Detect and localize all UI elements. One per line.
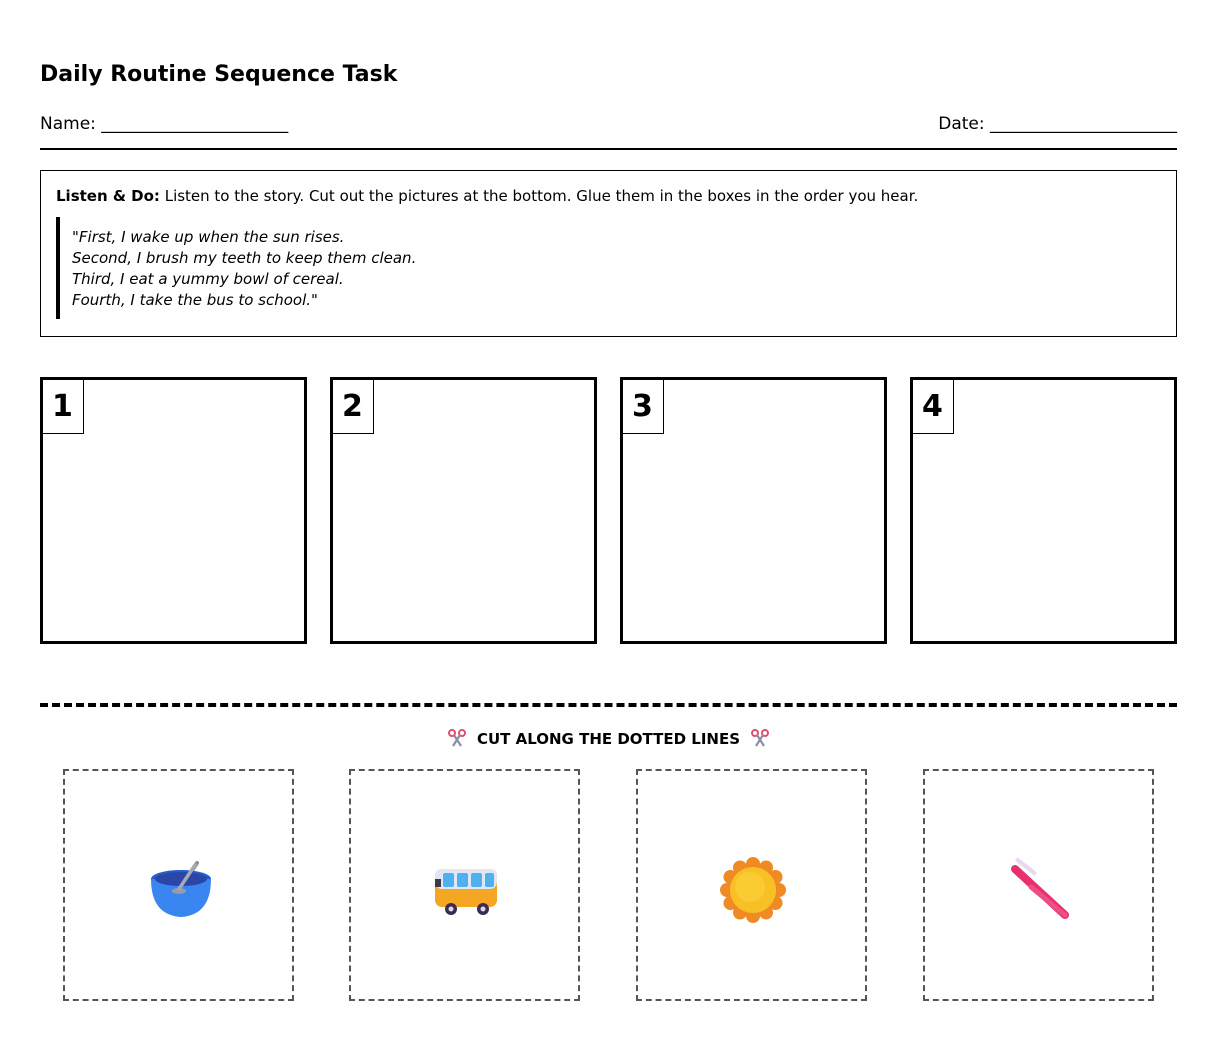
story-quote <box>56 217 1161 319</box>
sun-icon <box>720 857 786 923</box>
toothbrush-icon <box>1007 857 1073 923</box>
cereal-bowl-icon <box>147 857 213 923</box>
sequence-number: 3 <box>623 380 664 434</box>
scissors-icon <box>447 729 467 747</box>
sequence-box-1 <box>40 377 307 644</box>
date-field: Date: ______________________ <box>938 114 1177 134</box>
page-title: Daily Routine Sequence Task <box>40 62 398 87</box>
cutout-card-bus[interactable] <box>349 769 580 1001</box>
cutout-card-cereal[interactable] <box>63 769 294 1001</box>
story-line: Third, I eat a yummy bowl of cereal. <box>72 270 344 288</box>
scissors-icon <box>750 729 770 747</box>
instructions-lead: Listen & Do: <box>56 187 160 205</box>
cutout-card-sun[interactable] <box>636 769 867 1001</box>
sequence-box-4 <box>910 377 1177 644</box>
sequence-box-3 <box>620 377 887 644</box>
instructions-body: Listen to the story. Cut out the pictures at the bottom. Glue them in the boxes in the order you hear. <box>159 187 919 205</box>
sequence-box-2 <box>330 377 597 644</box>
instructions-text <box>56 187 1161 205</box>
story-line: Fourth, I take the bus to school." <box>72 291 318 309</box>
name-date-row <box>40 114 1177 150</box>
name-field: Name: ______________________ <box>40 114 289 134</box>
cut-line <box>40 703 1177 707</box>
bus-icon <box>433 857 499 923</box>
cut-instructions <box>40 729 1177 748</box>
sequence-number: 1 <box>43 380 84 434</box>
sequence-number: 2 <box>333 380 374 434</box>
sequence-number: 4 <box>913 380 954 434</box>
story-line: "First, I wake up when the sun rises. <box>72 228 345 246</box>
cutout-card-toothbrush[interactable] <box>923 769 1154 1001</box>
cut-label-text: CUT ALONG THE DOTTED LINES <box>476 730 741 748</box>
story-line: Second, I brush my teeth to keep them clean. <box>72 249 417 267</box>
instructions-box <box>40 170 1177 337</box>
